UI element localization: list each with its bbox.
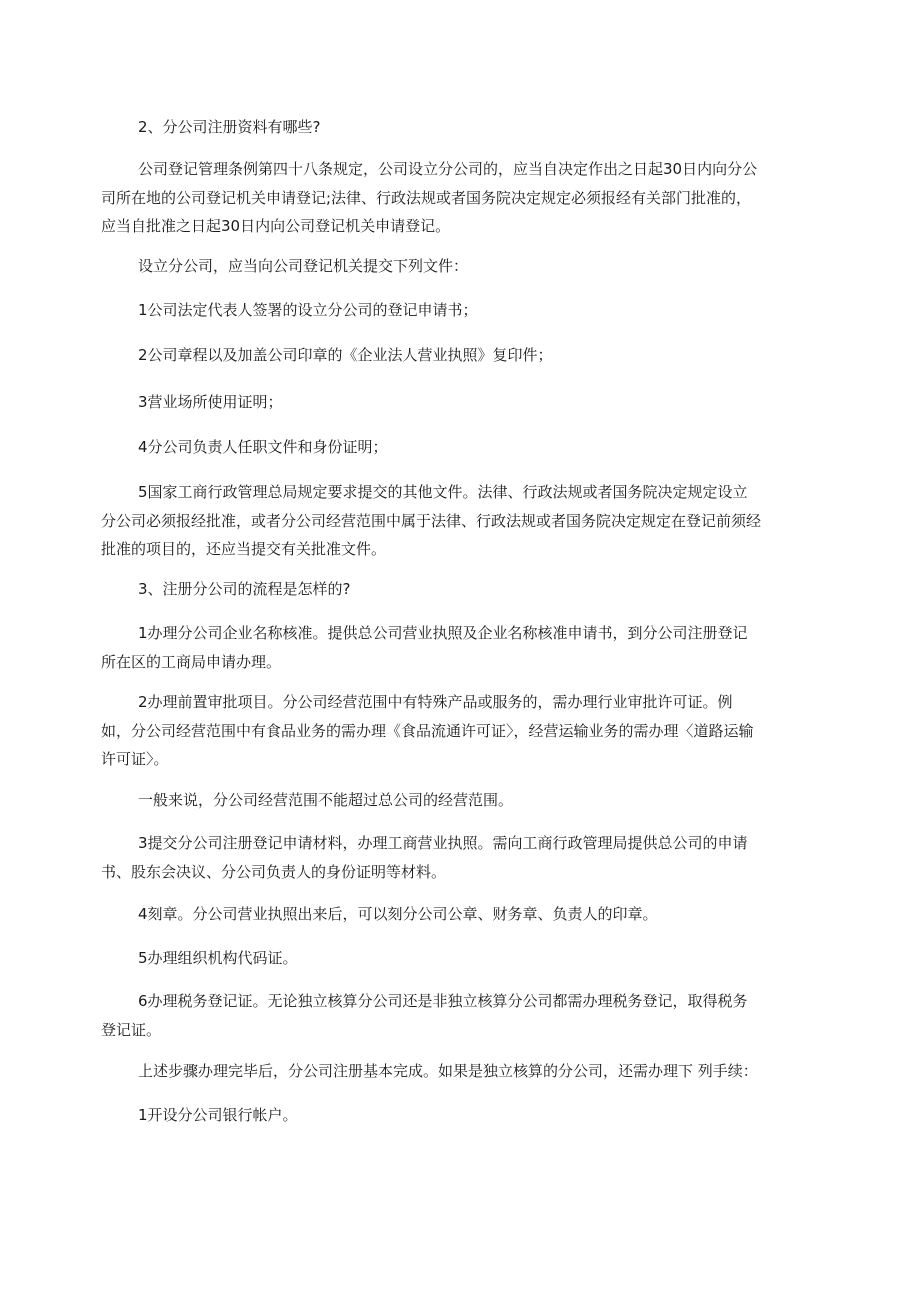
step-1: 1办理分公司企业名称核准。提供总公司营业执照及企业名称核准申请书，到分公司注册登记所在区的工商局申请办理。 <box>101 624 748 671</box>
list-item-2: 2公司章程以及加盖公司印章的《企业法人营业执照》复印件； <box>138 346 553 364</box>
step-4: 4刻章。分公司营业执照出来后，可以刻分公司公章、财务章、负责人的印章。 <box>138 905 658 923</box>
step-6: 6办理税务登记证。无论独立核算分公司还是非独立核算分公司都需办理税务登记，取得税务登记证。 <box>101 992 748 1039</box>
step-5: 5办理组织机构代码证。 <box>138 949 298 967</box>
list-item-4: 4分公司负责人任职文件和身份证明； <box>138 438 388 456</box>
step-3: 3提交分公司注册登记申请材料，办理工商营业执照。需向工商行政管理局提供总公司的申请书、股东会决议、分公司负责人的身份证明等材料。 <box>101 834 748 881</box>
paragraph-scope-note: 一般来说，分公司经营范围不能超过总公司的经营范围。 <box>138 791 514 809</box>
list-item-5: 5国家工商行政管理总局规定要求提交的其他文件。法律、行政法规或者国务院决定规定设立分公司必须报经批准，或者分公司经营范围中属于法律、行政法规或者国务院决定规定在登记前须经批准的项目的，还应当提交有关批准文件。 <box>101 483 762 558</box>
section-heading-2: 2、分公司注册资料有哪些? <box>138 118 321 136</box>
list-item-3: 3营业场所使用证明； <box>138 393 283 411</box>
paragraph-regulation: 公司登记管理条例第四十八条规定，公司设立分公司的，应当自决定作出之日起30日内向分公司所在地的公司登记机关申请登记;法律、行政法规或者国务院决定规定必须报经有关部门批准的，应当自批准之日起30日内向公司登记机关申请登记。 <box>101 160 758 235</box>
step-2: 2办理前置审批项目。分公司经营范围中有特殊产品或服务的，需办理行业审批许可证。例如，分公司经营范围中有食品业务的需办理《食品流通许可证〉，经营运输业务的需办理〈道路运输许可证〉。 <box>101 693 754 768</box>
paragraph-completion: 上述步骤办理完毕后，分公司注册基本完成。如果是独立核算的分公司，还需办理下 列手续： <box>138 1062 758 1080</box>
section-heading-3: 3、注册分公司的流程是怎样的? <box>138 580 351 598</box>
paragraph-documents-intro: 设立分公司，应当向公司登记机关提交下列文件： <box>138 257 469 275</box>
list-item-1: 1公司法定代表人签署的设立分公司的登记申请书； <box>138 301 478 319</box>
extra-step-1: 1开设分公司银行帐户。 <box>138 1106 298 1124</box>
